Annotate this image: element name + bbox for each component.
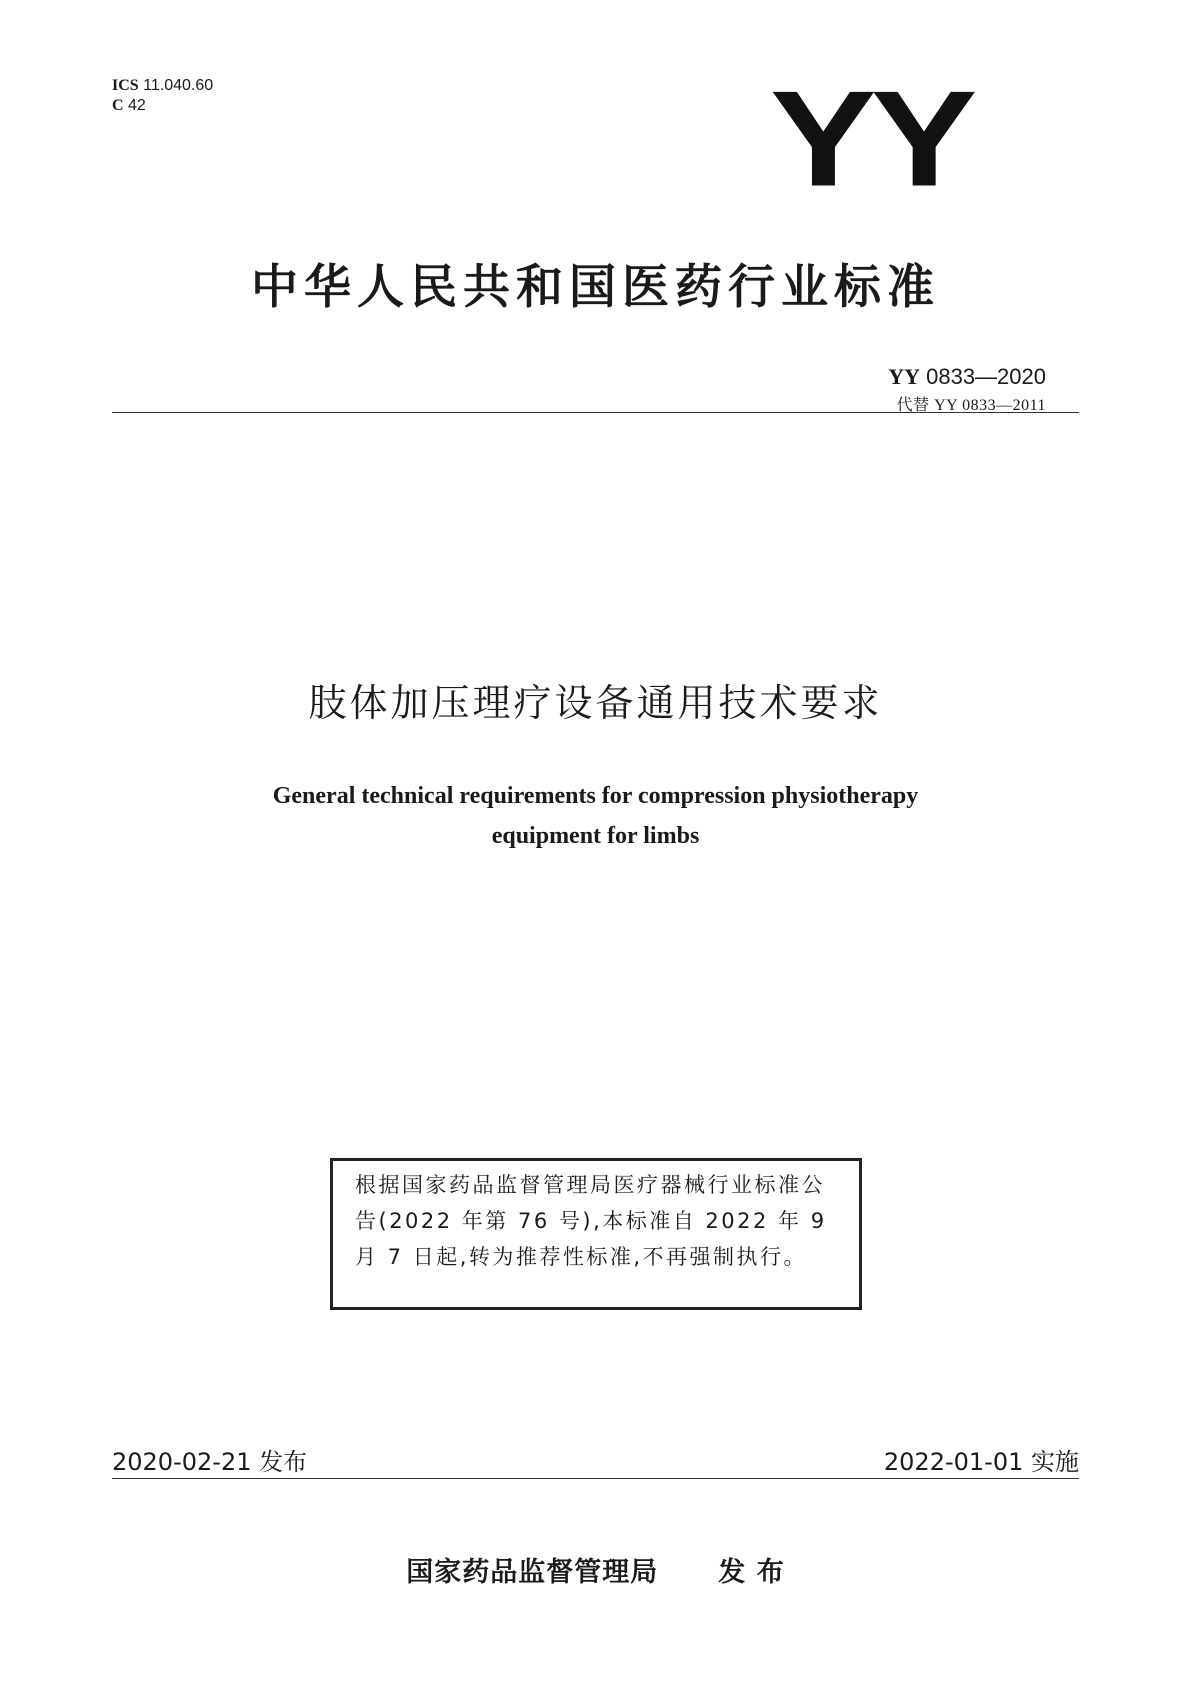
replaces-note: 代替 YY 0833—2011 xyxy=(896,397,1046,414)
title-english-line1: General technical requirements for compression physiotherapy xyxy=(272,783,919,809)
standard-code xyxy=(888,364,1046,390)
org-title: 中华人民共和国医药行业标准 xyxy=(251,260,940,315)
classification-codes xyxy=(112,76,213,116)
issue-date: 2020-02-21 发布 xyxy=(112,1448,308,1476)
ccs-number: 42 xyxy=(128,97,146,114)
notice-box: 根据国家药品监督管理局医疗器械行业标准公告(2022 年第 76 号),本标准自 2022 年 9 月 7 日起,转为推荐性标准,不再强制执行。 xyxy=(330,1158,862,1310)
implementation-date: 2022-01-01 实施 xyxy=(883,1448,1079,1476)
ics-label: ICS xyxy=(112,77,139,94)
standard-code-prefix: YY xyxy=(888,364,920,389)
publisher-name: 国家药品监督管理局 xyxy=(406,1557,659,1588)
title-chinese: 肢体加压理疗设备通用技术要求 xyxy=(308,681,883,725)
top-divider xyxy=(112,412,1079,413)
bottom-divider xyxy=(112,1478,1079,1479)
standard-code-number: 0833—2020 xyxy=(926,364,1046,389)
ccs-label: C xyxy=(112,97,124,114)
ics-number: 11.040.60 xyxy=(143,77,214,94)
title-english xyxy=(0,776,1191,856)
title-english-line2: equipment for limbs xyxy=(491,823,700,849)
yy-logo: YY xyxy=(770,62,972,215)
publisher xyxy=(0,1550,1191,1589)
publisher-action: 发 布 xyxy=(718,1557,785,1588)
